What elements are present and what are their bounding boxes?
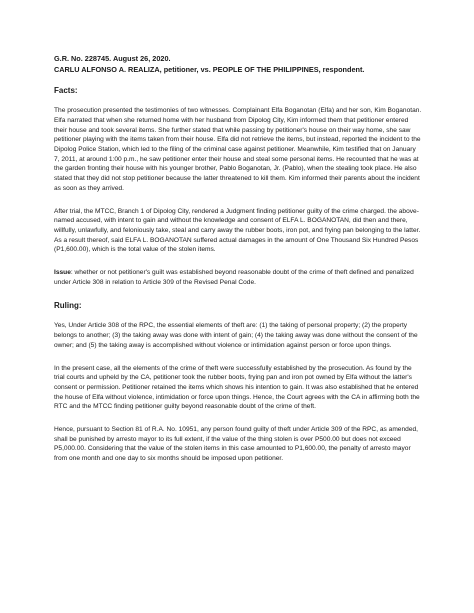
facts-paragraph-1: The prosecution presented the testimonies of two witnesses. Complainant Elfa Boganotan (Elfa) and her son, Kim Boganotan. Elfa narrated that when she returned home with her husband from Dipolog City, Kim informed them that petitioner entered their house and took several items. She further stated that while passing by petitioner's house on their way home, she saw petitioner playing with the items taken from their house. Elfa did not retrieve the items, but instead, reported the incident to the Dipolog Police Station, which led to the filing of the criminal case against petitioner. Meanwhile, Kim testified that on January 7, 2011, at around 1:00 p.m., he saw petitioner enter their house and steal some personal items. He recounted that he was at the garden fronting their house with his younger brother, Pablo Boganotan, Jr. (Pablo), when the stealing took place. He also stated that they did not stop petitioner because the latter threatened to kill them. Kim informed their parents about the incident as soon as they arrived.: [54, 107, 422, 192]
case-number: G.R. No. 228745. August 26, 2020.: [54, 54, 171, 63]
facts-heading: Facts:: [54, 86, 78, 96]
issue-paragraph: [54, 268, 422, 287]
issue-text: : whether or not petitioner's guilt was established beyond reasonable doubt of the crime of theft defined and penalized under Article 308 in relation to Article 309 of the Revised Penal Code.: [54, 269, 414, 286]
case-parties: CARLU ALFONSO A. REALIZA, petitioner, vs. PEOPLE OF THE PHILIPPINES, respondent.: [54, 64, 365, 74]
ruling-paragraph-3: Hence, pursuant to Section 81 of R.A. No. 10951, any person found guilty of theft under Article 309 of the RPC, as amended, shall be punished by arresto mayor to its full extent, if the value of the thing stolen is over P500.00 but does not exceed P5,000.00. Considering that the value of the stolen items in this case amounted to P1,600.00, the penalty of arresto mayor from one month and one day to six months should be imposed upon petitioner.: [54, 426, 418, 463]
facts-paragraph-2: After trial, the MTCC, Branch 1 of Dipolog City, rendered a Judgment finding petitioner guilty of the crime charged. the above-named accused, with intent to gain and without the knowledge and consent of ELFA L. BOGANOTAN, did then and there, willfully, unlawfully, and feloniously take, steal and carry away the rubber boots, iron pot, and frying pan belonging to the latter. As a result thereof, said ELFA L. BOGANOTAN suffered actual damages in the amount of One Thousand Six Hundred Pesos (P1,600.00), which is the total value of the stolen items.: [54, 207, 421, 254]
issue-label: Issue: [54, 269, 71, 277]
ruling-heading: Ruling:: [54, 301, 82, 311]
ruling-paragraph-1: Yes, Under Article 308 of the RPC, the essential elements of theft are: (1) the taking of personal property; (2) the property belongs to another; (3) the taking away was done with intent of gain; (4) the taking away was done without the consent of the owner; and (5) the taking away is accomplished without violence or intimidation against person or force upon things.: [54, 322, 418, 349]
ruling-paragraph-2: In the present case, all the elements of the crime of theft were successfully established by the prosecution. As found by the trial courts and upheld by the CA, petitioner took the rubber boots, frying pan and iron pot owned by Elfa without the latter's consent or permission. Petitioner retained the items which shows his intention to gain. It was also established that he entered the house of Elfa without violence, intimidation or force upon things. Hence, the Court agrees with the CA in affirming both the RTC and the MTCC finding petitioner guilty beyond reasonable doubt of the crime of theft.: [54, 364, 420, 411]
